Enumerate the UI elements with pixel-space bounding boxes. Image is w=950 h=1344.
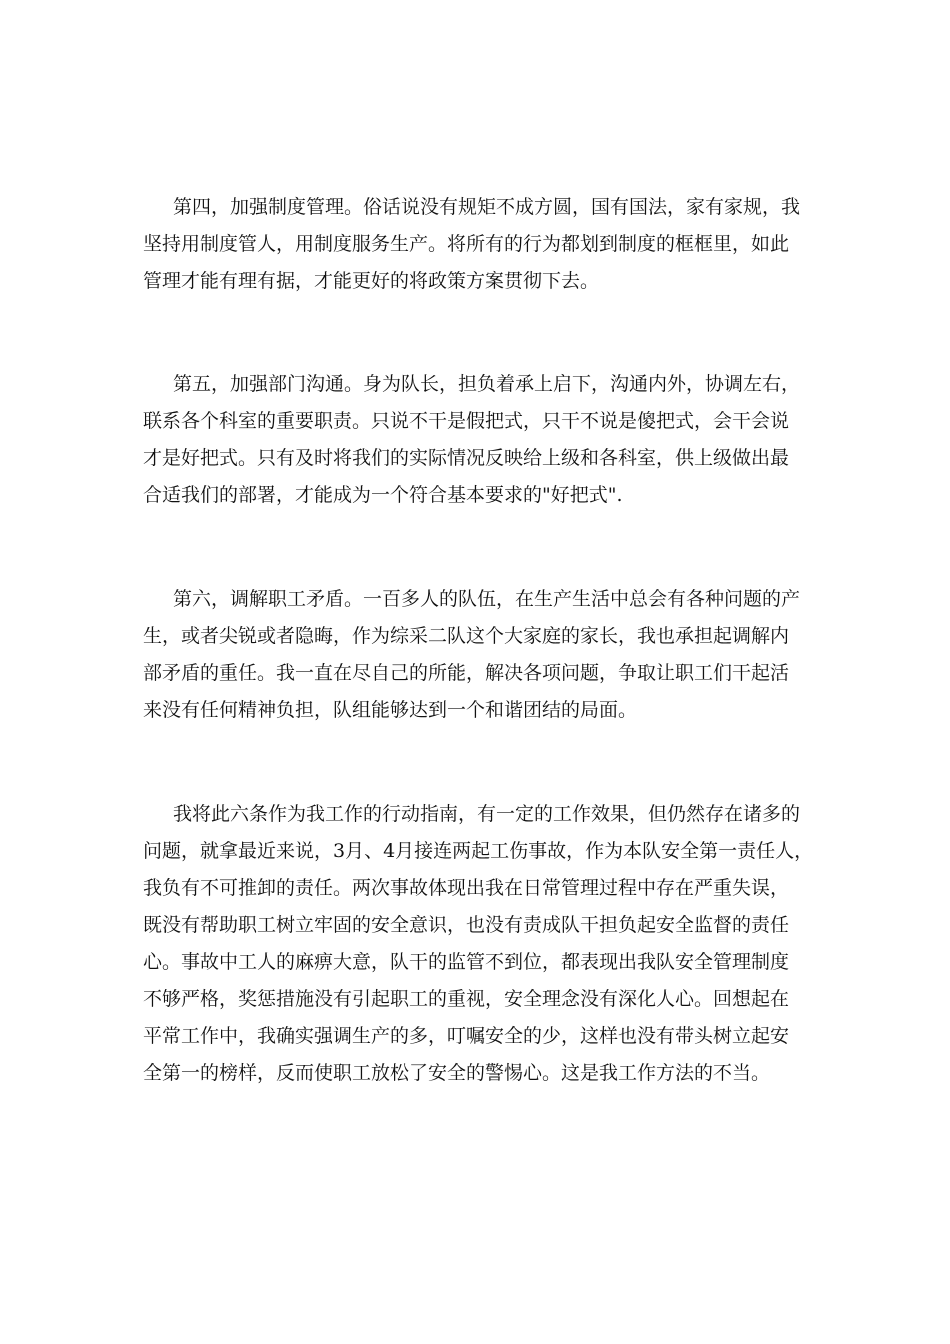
- paragraph-line: 部矛盾的重任。我一直在尽自己的所能，解决各项问题，争取让职工们干起活: [143, 662, 790, 684]
- paragraph-line: 我负有不可推卸的责任。两次事故体现出我在日常管理过程中存在严重失误，: [143, 877, 790, 899]
- paragraph-line: 问题，就拿最近来说，3月、4月接连两起工伤事故，作为本队安全第一责任人，: [143, 840, 814, 862]
- paragraph-line: 生，或者尖锐或者隐晦，作为综采二队这个大家庭的家长，我也承担起调解内: [143, 625, 790, 647]
- paragraph-line: 既没有帮助职工树立牢固的安全意识，也没有责成队干担负起安全监督的责任: [143, 914, 790, 936]
- paragraph-line: 联系各个科室的重要职责。只说不干是假把式，只干不说是傻把式，会干会说: [143, 410, 790, 432]
- paragraph-department-communication: [143, 366, 813, 514]
- paragraph-line: 第六，调解职工矛盾。一百多人的队伍，在生产生活中总会有各种问题的产: [173, 588, 801, 610]
- paragraph-line: 才是好把式。只有及时将我们的实际情况反映给上级和各科室，供上级做出最: [143, 447, 790, 469]
- paragraph-line: 我将此六条作为我工作的行动指南，有一定的工作效果，但仍然存在诸多的: [173, 803, 801, 825]
- paragraph-line: 坚持用制度管人，用制度服务生产。将所有的行为都划到制度的框框里，如此: [143, 233, 790, 255]
- paragraph-conflict-mediation: [143, 581, 813, 729]
- paragraph-institution-management: [143, 189, 813, 300]
- paragraph-line: 心。事故中工人的麻痹大意，队干的监管不到位，都表现出我队安全管理制度: [143, 951, 790, 973]
- paragraph-line: 来没有任何精神负担，队组能够达到一个和谐团结的局面。: [143, 699, 638, 721]
- paragraph-line: 第四，加强制度管理。俗话说没有规矩不成方圆，国有国法，家有家规，我: [173, 196, 801, 218]
- paragraph-line: 全第一的榜样，反而使职工放松了安全的警惕心。这是我工作方法的不当。: [143, 1062, 771, 1084]
- paragraph-line: 合适我们的部署，才能成为一个符合基本要求的"好把式".: [143, 484, 623, 506]
- paragraph-line: 平常工作中，我确实强调生产的多，叮嘱安全的少，这样也没有带头树立起安: [143, 1025, 790, 1047]
- paragraph-line: 第五，加强部门沟通。身为队长，担负着承上启下，沟通内外，协调左右，: [173, 373, 801, 395]
- paragraph-line: 不够严格，奖惩措施没有引起职工的重视，安全理念没有深化人心。回想起在: [143, 988, 790, 1010]
- paragraph-line: 管理才能有理有据，才能更好的将政策方案贯彻下去。: [143, 270, 600, 292]
- paragraph-self-reflection: [143, 796, 813, 1092]
